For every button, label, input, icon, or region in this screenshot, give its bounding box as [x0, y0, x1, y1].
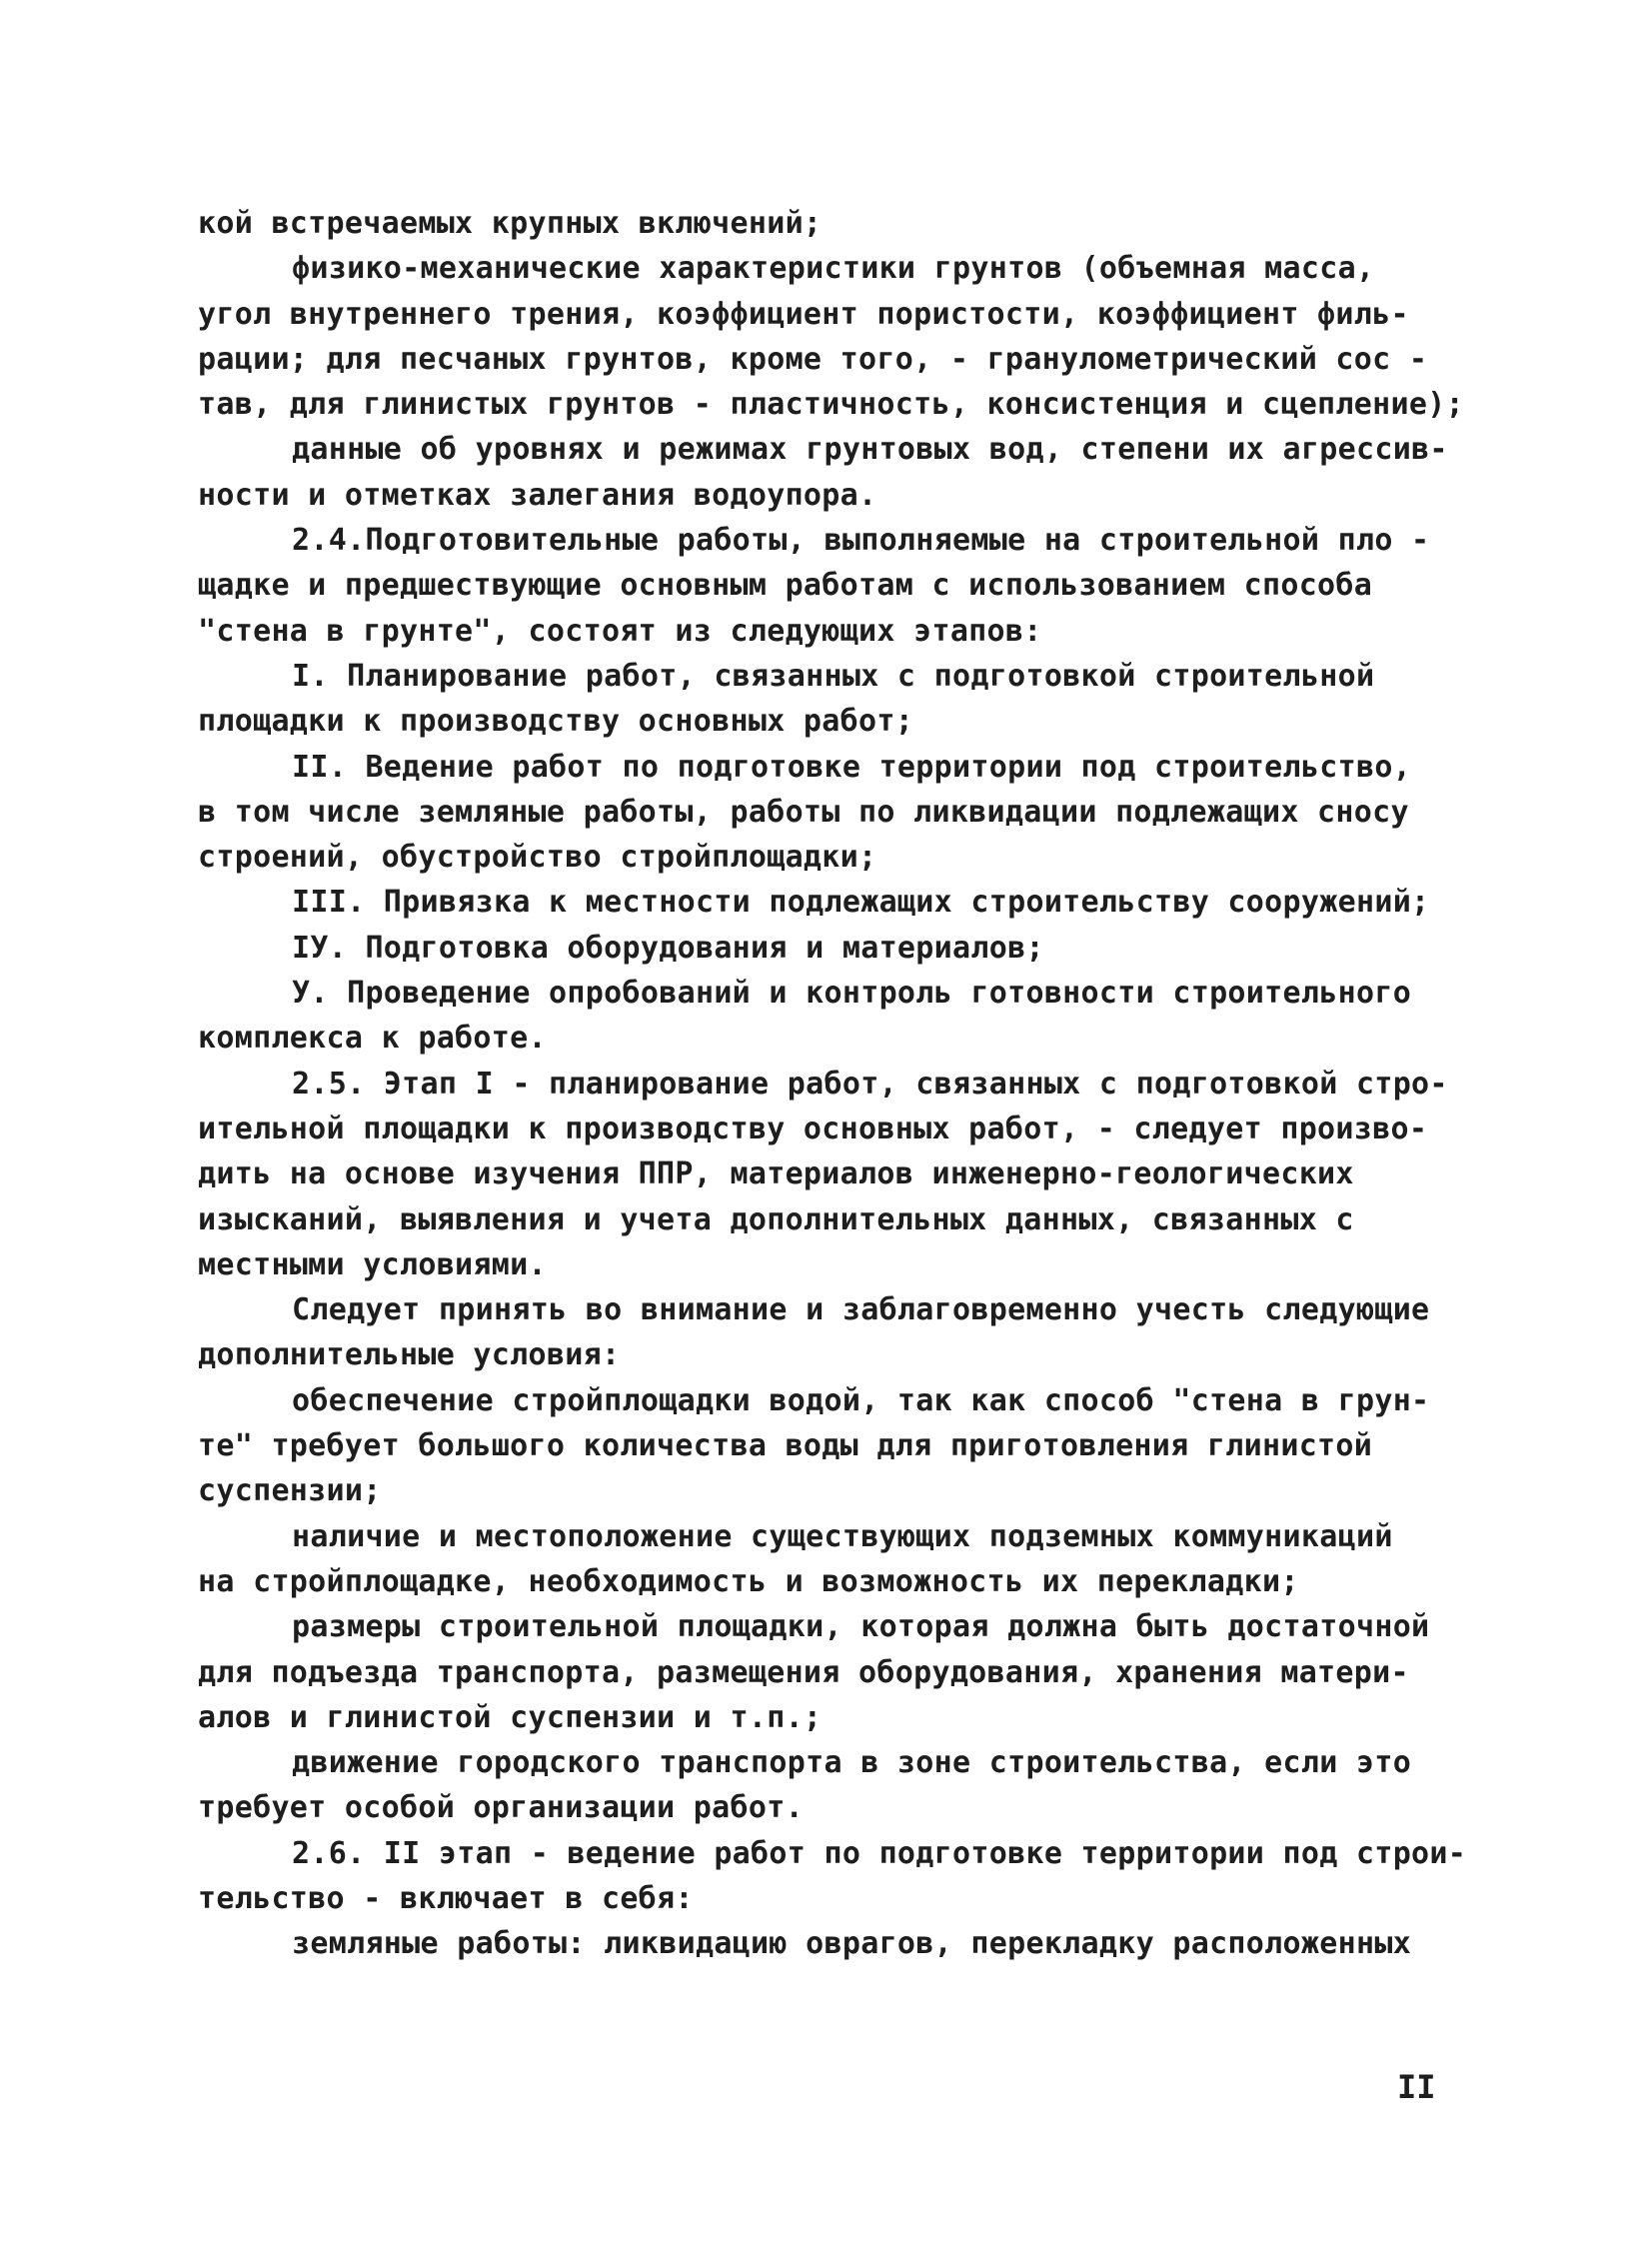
text-line: движение городского транспорта в зоне строительства, если это [292, 1745, 1412, 1781]
text-line: размеры строительной площадки, которая должна быть достаточной [292, 1609, 1430, 1645]
text-line: суспензии; [198, 1473, 382, 1509]
text-line: наличие и местоположение существующих подземных коммуникаций [292, 1518, 1393, 1554]
text-line: обеспечение стройплощадки водой, так как способ "стена в грун- [292, 1382, 1430, 1418]
text-line: 2.6. II этап - ведение работ по подготовке территории под строи- [292, 1835, 1467, 1871]
text-line: щадке и предшествующие основным работам с использованием способа [198, 568, 1373, 604]
text-line: земляные работы: ликвидацию оврагов, перекладку расположенных [292, 1926, 1412, 1962]
text-line: тельство - включает в себя: [198, 1880, 694, 1916]
text-line: 2.5. Этап I - планирование работ, связанных с подготовкой стро- [292, 1066, 1448, 1102]
text-line: ности и отметках залегания водоупора. [198, 477, 877, 513]
text-line: ительной площадки к производству основных работ, - следует произво- [198, 1111, 1428, 1146]
text-line: данные об уровнях и режимах грунтовых вод, степени их агрессив- [292, 432, 1448, 468]
text-line: "стена в грунте", состоят из следующих этапов: [198, 613, 1042, 649]
text-line: угол внутреннего трения, коэффициент пористости, коэффициент филь- [198, 296, 1409, 332]
text-line: дить на основе изучения ППР, материалов инженерно-геологических [198, 1156, 1354, 1192]
text-line: площадки к производству основных работ; [198, 704, 914, 740]
text-line: рации; для песчаных грунтов, кроме того, - гранулометрический сос - [198, 341, 1428, 377]
text-line: II. Ведение работ по подготовке территории под строительство, [292, 749, 1412, 785]
text-line: комплекса к работе. [198, 1021, 547, 1057]
text-line: У. Проведение опробований и контроль готовности строительного [292, 976, 1412, 1012]
text-line: физико-механические характеристики грунтов (объемная масса, [292, 251, 1375, 287]
text-line: те" требует большого количества воды для приготовления глинистой [198, 1428, 1373, 1464]
text-line: 2.4.Подготовительные работы, выполняемые на строительной пло - [292, 523, 1430, 559]
text-line: алов и глинистой суспензии и т.п.; [198, 1699, 823, 1735]
text-line: дополнительные условия: [198, 1337, 621, 1373]
text-line: для подъезда транспорта, размещения оборудования, хранения матери- [198, 1654, 1409, 1690]
text-line: кой встречаемых крупных включений; [198, 206, 823, 241]
text-line: на стройплощадке, необходимость и возможность их перекладки; [198, 1563, 1299, 1599]
text-line: в том числе земляные работы, работы по ликвидации подлежащих сносу [198, 794, 1409, 830]
text-line: строений, обустройство стройплощадки; [198, 840, 877, 876]
text-line: требует особой организации работ. [198, 1790, 804, 1826]
text-line: изысканий, выявления и учета дополнительных данных, связанных с [198, 1201, 1354, 1237]
text-line: Следует принять во внимание и заблаговременно учесть следующие [292, 1292, 1430, 1328]
text-line: местными условиями. [198, 1246, 547, 1282]
text-line: IУ. Подготовка оборудования и материалов; [292, 930, 1044, 966]
text-line: тав, для глинистых грунтов - пластичность, консистенция и сцепление); [198, 387, 1464, 423]
text-line: III. Привязка к местности подлежащих строительству сооружений; [292, 885, 1430, 921]
body-text [198, 201, 1467, 1967]
page-number: II [1397, 2068, 1436, 2106]
text-line: I. Планирование работ, связанных с подготовкой строительной [292, 658, 1375, 694]
